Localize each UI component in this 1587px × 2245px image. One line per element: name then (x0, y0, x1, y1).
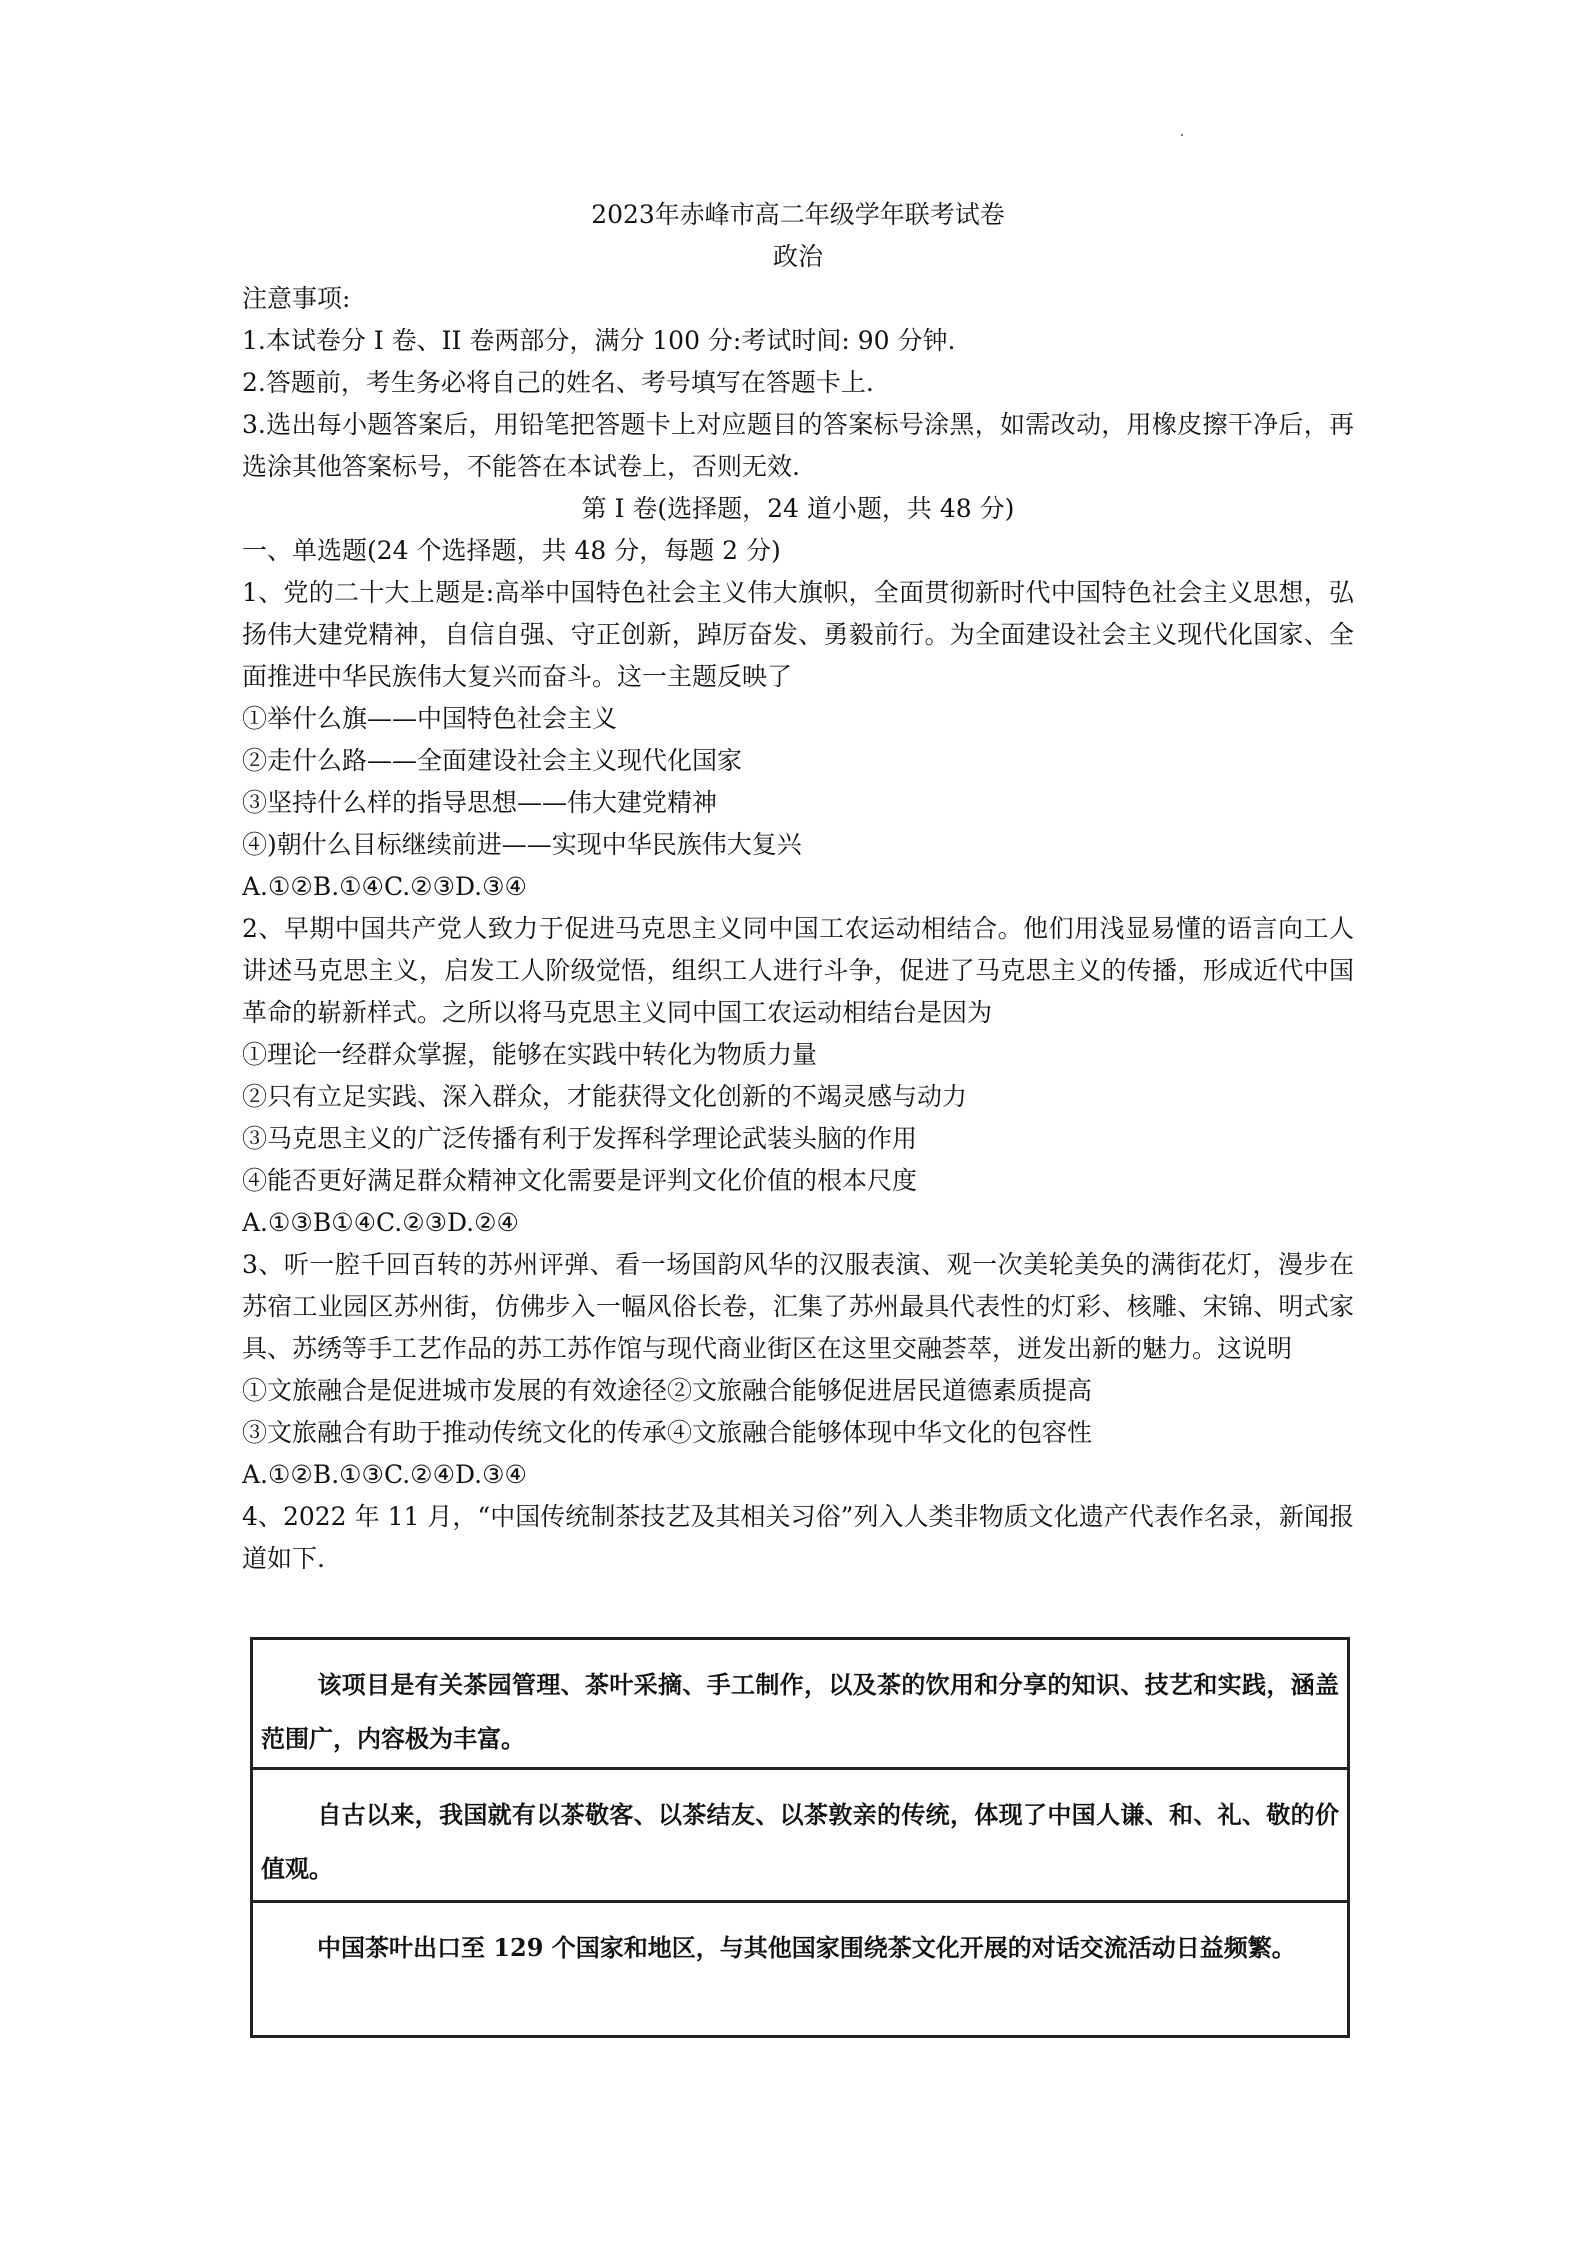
news-row (253, 1640, 1347, 1770)
exam-title: 2023年赤峰市高二年级学年联考试卷 (591, 200, 1005, 229)
notice-heading: 注意事项: (242, 284, 351, 313)
part-heading: 第 I 卷(选择题，24 道小题，共 48 分) (581, 494, 1015, 523)
question-stem: 1、党的二十大上题是:高举中国特色社会主义伟大旗帜，全面贯彻新时代中国特色社会主义思想，弘扬伟大建党精神，自信自强、守正创新，踔厉奋发、勇毅前行。为全面建设社会主义现代化国家、全面推进中华民族伟大复兴而奋斗。这一主题反映了 (242, 578, 1354, 691)
answer-choices: A.①③B①④C.②③D.②④ (242, 1208, 519, 1237)
question-option: ③马克思主义的广泛传播有利于发挥科学理论武装头脑的作用 (242, 1124, 918, 1153)
notice-item: 1.本试卷分 I 卷、II 卷两部分，满分 100 分:考试时间: 90 分钟. (242, 326, 956, 355)
question-option: ②走什么路——全面建设社会主义现代化国家 (242, 746, 743, 775)
news-report-table (250, 1637, 1350, 2038)
question-option: ①理论一经群众掌握，能够在实践中转化为物质力量 (242, 1040, 818, 1069)
question-option: ①文旅融合是促进城市发展的有效途径②文旅融合能够促进居民道德素质提高 (242, 1376, 1093, 1405)
exam-subject: 政治 (772, 242, 823, 271)
exam-content (242, 194, 1354, 1580)
question-option: ④能否更好满足群众精神文化需要是评判文化价值的根本尺度 (242, 1166, 918, 1195)
news-text: 自古以来，我国就有以茶敬客、以茶结友、以茶敦亲的传统，体现了中国人谦、和、礼、敬的价值观。 (261, 1800, 1339, 1883)
question-option: ②只有立足实践、深入群众，才能获得文化创新的不竭灵感与动力 (242, 1082, 968, 1111)
news-row (253, 1770, 1347, 1903)
question-stem: 3、听一腔千回百转的苏州评弹、看一场国韵风华的汉服表演、观一次美轮美奂的满街花灯，漫步在苏宿工业园区苏州街，仿佛步入一幅风俗长卷，汇集了苏州最具代表性的灯彩、核雕、宋锦、明式家具、苏绣等手工艺作品的苏工苏作馆与现代商业街区在这里交融荟萃，迸发出新的魅力。这说明 (242, 1250, 1354, 1363)
question-stem: 2、早期中国共产党人致力于促进马克思主义同中国工农运动相结合。他们用浅显易懂的语言向工人讲述马克思主义，启发工人阶级觉悟，组织工人进行斗争，促进了马克思主义的传播，形成近代中国革命的崭新样式。之所以将马克思主义同中国工农运动相结台是因为 (242, 914, 1354, 1027)
question-option: ③坚持什么样的指导思想——伟大建党精神 (242, 788, 718, 817)
question-stem: 4、2022 年 11 月，“中国传统制茶技艺及其相关习俗”列入人类非物质文化遗产代表作名录，新闻报道如下. (242, 1502, 1354, 1573)
notice-item: 3.选出每小题答案后，用铅笔把答题卡上对应题目的答案标号涂黑，如需改动，用橡皮擦干净后，再选涂其他答案标号，不能答在本试卷上，否则无效. (242, 410, 1354, 481)
news-row (253, 1903, 1347, 2035)
scan-speck (1181, 134, 1183, 136)
answer-choices: A.①②B.①③C.②④D.③④ (242, 1460, 527, 1489)
section-heading: 一、单选题(24 个选择题，共 48 分，每题 2 分) (242, 536, 781, 565)
news-text: 该项目是有关茶园管理、茶叶采摘、手工制作，以及茶的饮用和分享的知识、技艺和实践，涵盖范围广，内容极为丰富。 (261, 1670, 1339, 1753)
question-option: ①举什么旗——中国特色社会主义 (242, 704, 618, 733)
answer-choices: A.①②B.①④C.②③D.③④ (242, 872, 527, 901)
question-option: ③文旅融合有助于推动传统文化的传承④文旅融合能够体现中华文化的包容性 (242, 1418, 1093, 1447)
news-text: 中国茶叶出口至 129 个国家和地区，与其他国家围绕茶文化开展的对话交流活动日益频繁。 (317, 1933, 1296, 1962)
question-option: ④)朝什么目标继续前进——实现中华民族伟大复兴 (242, 830, 802, 859)
notice-item: 2.答题前，考生务必将自己的姓名、考号填写在答题卡上. (242, 368, 874, 397)
